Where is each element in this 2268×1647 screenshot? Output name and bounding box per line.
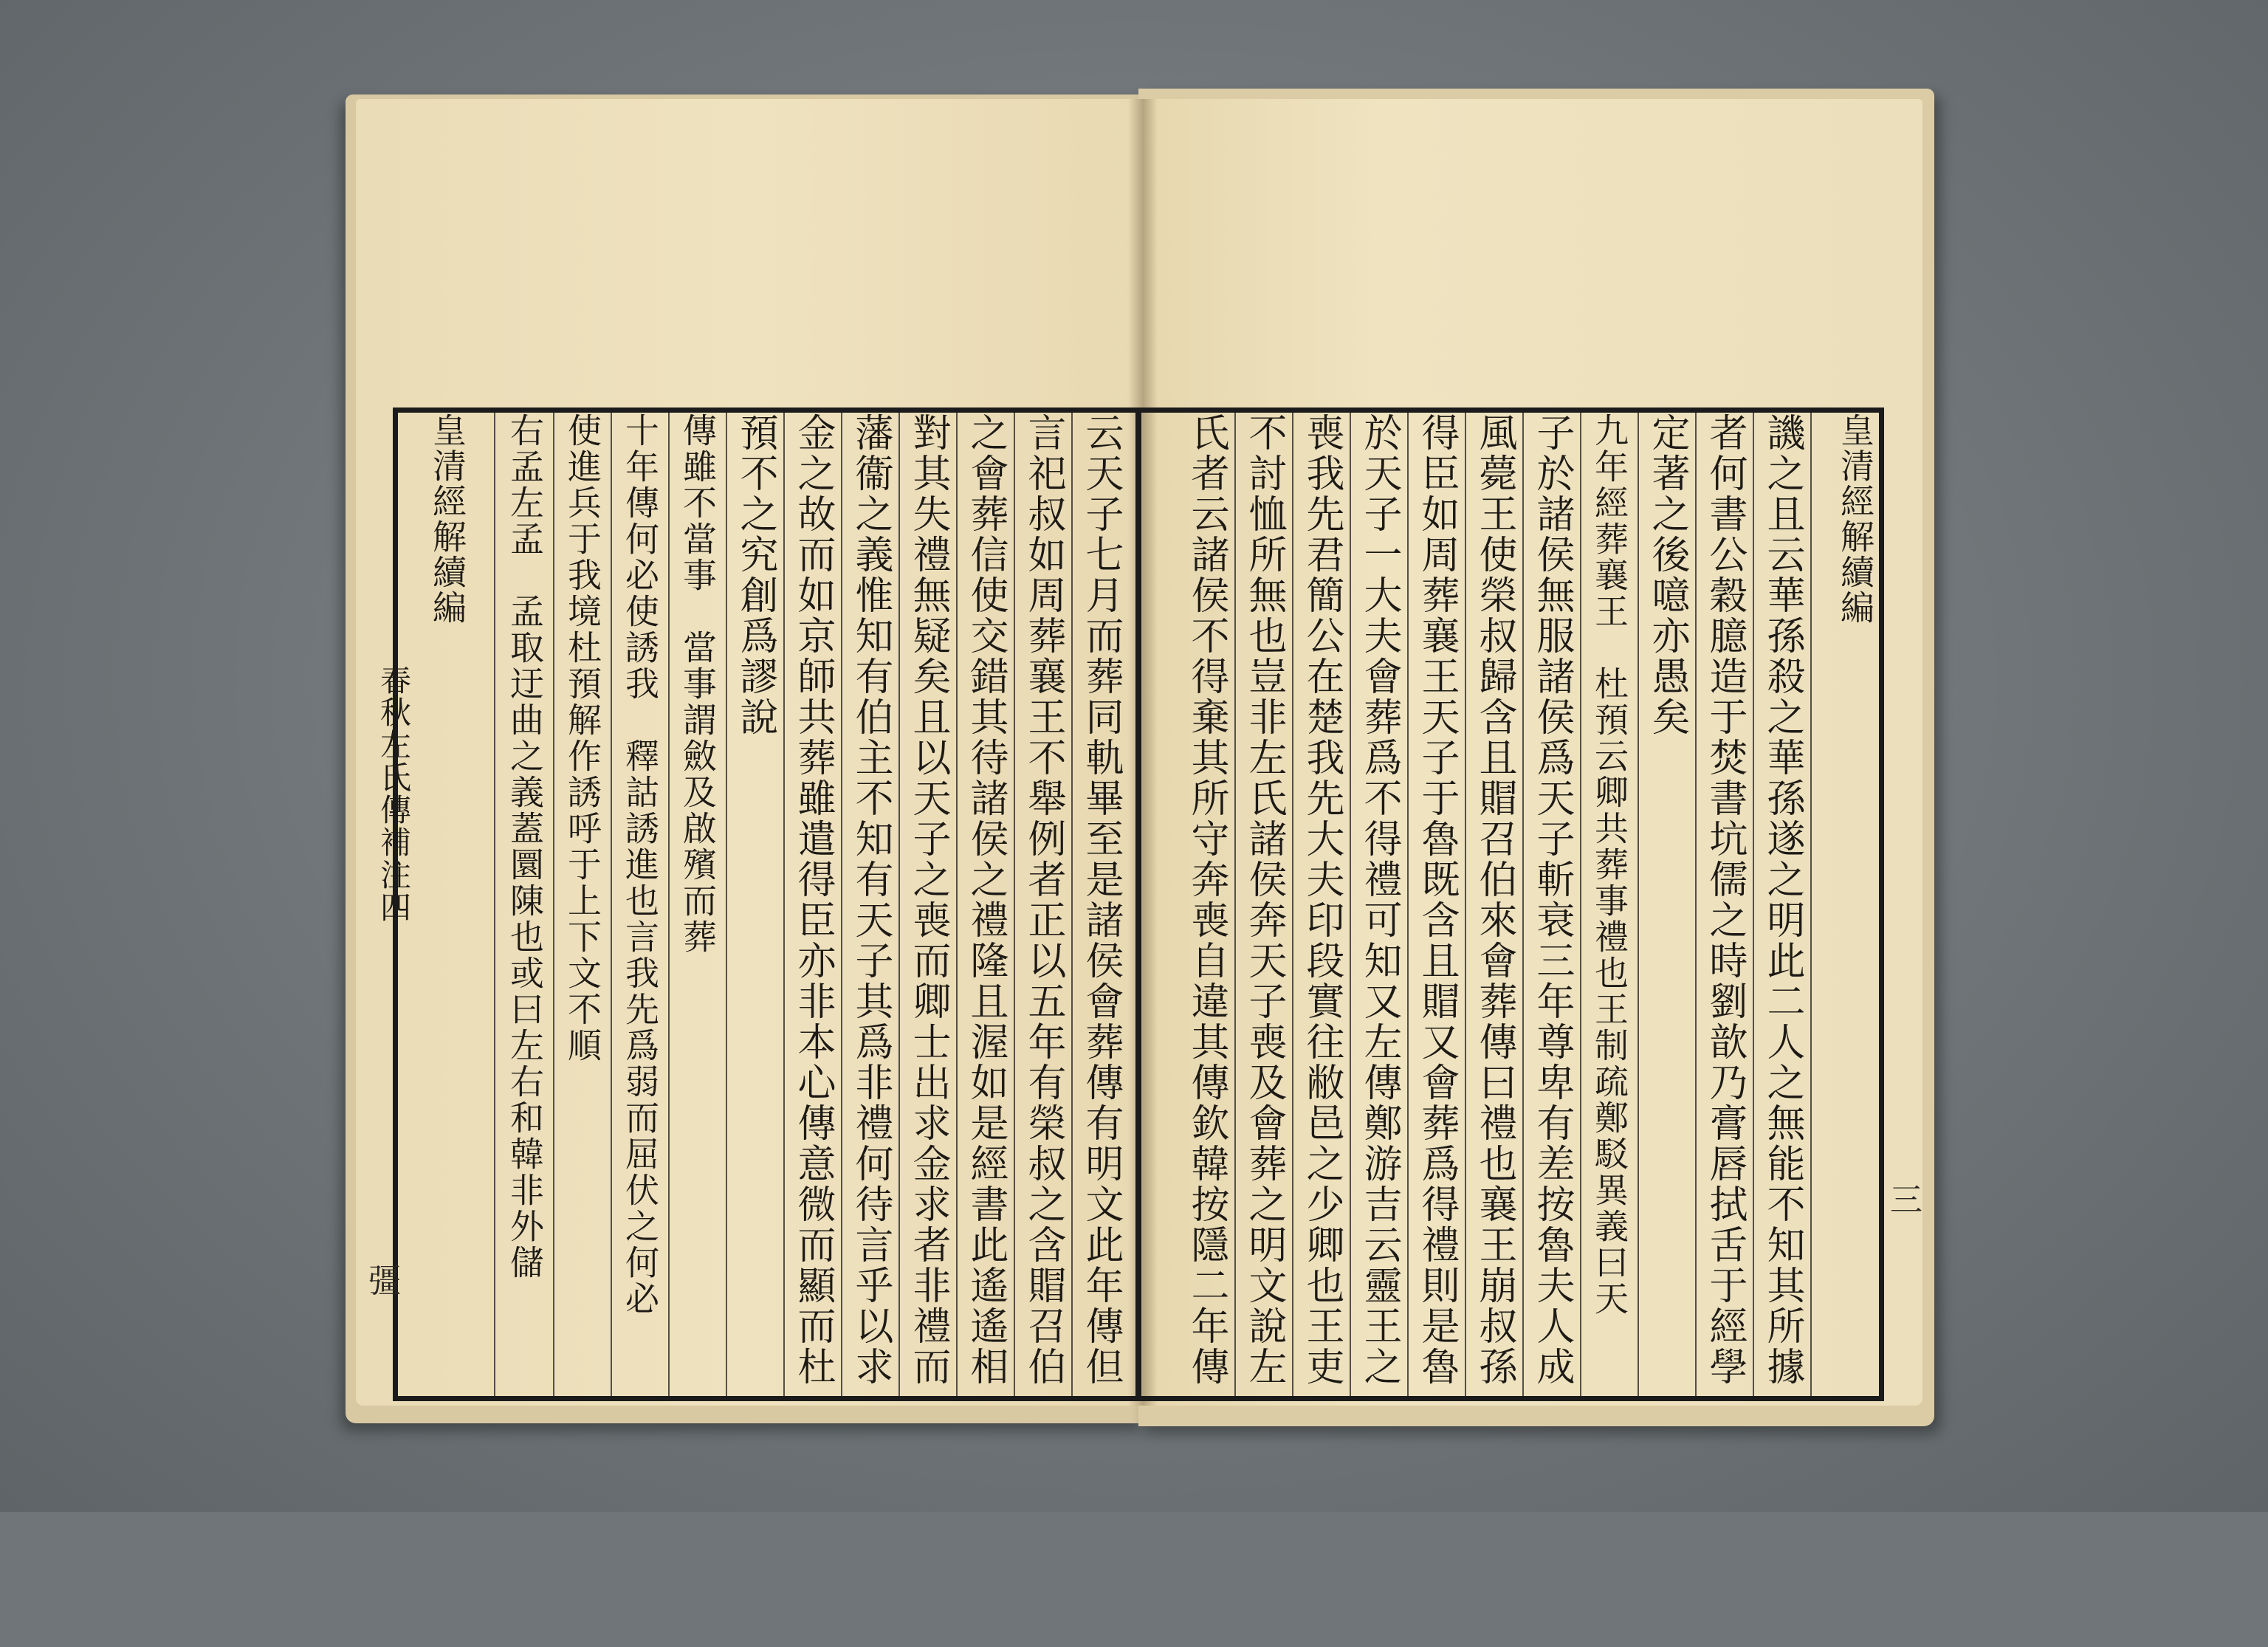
left-column-7: 預不之究創爲謬說 (733, 413, 777, 737)
left-column-2: 言祀叔如周葬襄王不舉例者正以五年有榮叔之含賵召伯 (1021, 413, 1065, 1387)
right-column-4: 九年經葬襄王 杜預云卿共葬事禮也王制疏鄭駁異義曰天 (1590, 413, 1629, 1317)
right-margin-strip (1821, 413, 1880, 1396)
right-column-2: 者何書公穀臆造于焚書坑儒之時劉歆乃膏唇拭舌于經學 (1702, 413, 1747, 1387)
left-column-3: 之會葬信使交錯其待諸侯之禮隆且渥如是經書此遙遙相 (963, 413, 1008, 1387)
right-margin-title: 皇清經解續編 (1835, 413, 1875, 625)
left-margin-subtitle: 春秋左氏傳補注四 (376, 664, 412, 924)
left-margin-strip (413, 413, 472, 1396)
right-text-frame (1138, 408, 1922, 1401)
right-column-9: 喪我先君簡公在楚我先大夫印段實往敝邑之少卿也王吏 (1299, 413, 1344, 1387)
left-column-9: 十年傳何必使誘我 釋詁誘進也言我先爲弱而屈伏之何必 (620, 413, 660, 1317)
right-column-7: 得臣如周葬襄王天子于魯既含且賵又會葬爲得禮則是魯 (1415, 413, 1459, 1387)
right-page-number: 三 (1890, 1181, 1922, 1219)
right-column-3: 定著之後噫亦愚矣 (1645, 413, 1689, 737)
left-column-6: 金之故而如京師共葬雖遣得臣亦非本心傳意微而顯而杜 (791, 413, 835, 1387)
left-column-1: 云天子七月而葬同軌畢至是諸侯會葬傳有明文此年傳但 (1079, 413, 1123, 1387)
right-column-8: 於天子一大夫會葬爲不得禮可知又左傳鄭游吉云靈王之 (1357, 413, 1401, 1387)
right-column-10: 不討恤所無也豈非左氏諸侯奔天子喪及會葬之明文說左 (1242, 413, 1286, 1387)
right-column-6: 風薨王使榮叔歸含且賵召伯來會葬傳曰禮也襄王崩叔孫 (1472, 413, 1516, 1387)
right-column-1: 譏之且云華孫殺之華孫遂之明此二人之無能不知其所據 (1760, 413, 1804, 1387)
right-column-11: 氏者云諸侯不得棄其所守奔喪自違其傳欽韓按隱二年傳 (1184, 413, 1228, 1387)
left-column-10: 使進兵于我境杜預解作誘呼于上下文不順 (563, 413, 602, 1064)
left-text-frame (368, 408, 1138, 1401)
left-column-5: 藩衞之義惟知有伯主不知有天子其爲非禮何待言乎以求 (848, 413, 893, 1387)
left-column-4: 對其失禮無疑矣且以天子之喪而卿士出求金求者非禮而 (906, 413, 950, 1387)
left-column-8: 傳雖不當事 當事謂斂及啟殯而葬 (678, 413, 718, 955)
left-margin-subtitle-strip (357, 664, 416, 1647)
left-margin-mark: 彊 (368, 1262, 401, 1300)
left-margin-title: 皇清經解續編 (427, 413, 467, 625)
right-column-5: 子於諸侯無服諸侯爲天子斬衰三年尊卑有差按魯夫人成 (1530, 413, 1574, 1387)
open-book (346, 89, 1940, 1432)
left-column-11: 右孟左孟 孟取迂曲之義蓋圜陳也或曰左右和韓非外儲 (505, 413, 545, 1281)
